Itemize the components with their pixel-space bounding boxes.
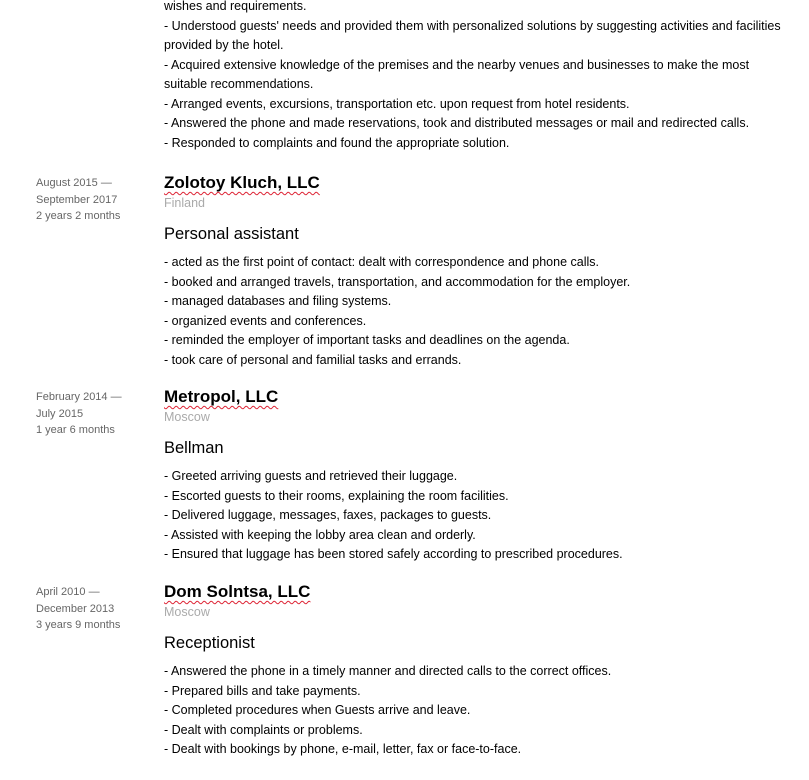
period-start: April 2010 — bbox=[36, 586, 100, 598]
duty-line: - Responded to complaints and found the appropriate solution. bbox=[164, 135, 510, 150]
duty-line: - organized events and conferences. bbox=[164, 313, 367, 328]
duty-line: - Understood guests' needs and provided them with personalized solutions by suggesting activities and facilities provided by the hotel. bbox=[164, 18, 781, 52]
job-duration: 3 years 9 months bbox=[36, 619, 121, 631]
duty-line: - Delivered luggage, messages, faxes, packages to guests. bbox=[164, 508, 492, 522]
period-end: September 2017 bbox=[36, 193, 118, 206]
company-location: Finland bbox=[164, 196, 205, 210]
job-period bbox=[36, 175, 146, 225]
period-end: July 2015 bbox=[36, 407, 84, 420]
duty-line: - Answered the phone and made reservations, took and distributed messages or mail and redirected calls. bbox=[164, 116, 750, 130]
job-period bbox=[36, 584, 146, 634]
period-start: August 2015 — bbox=[36, 177, 112, 189]
duty-line: - Arranged events, excursions, transportation etc. upon request from hotel residents. bbox=[164, 96, 630, 111]
job-position: Bellman bbox=[164, 439, 224, 457]
period-start: February 2014 — bbox=[36, 391, 122, 403]
job-content bbox=[164, 389, 794, 565]
duty-line: - Dealt with complaints or problems. bbox=[164, 722, 363, 737]
duty-line: wishes and requirements. bbox=[164, 0, 307, 13]
duty-line: - Acquired extensive knowledge of the premises and the nearby venues and businesses to make the most suitable recommendations. bbox=[164, 57, 750, 91]
duty-line: - Prepared bills and take payments. bbox=[164, 683, 361, 698]
job-position: Personal assistant bbox=[164, 225, 299, 243]
duty-line: - Completed procedures when Guests arrive and leave. bbox=[164, 703, 471, 717]
company-name: Zolotoy Kluch, LLC bbox=[164, 173, 320, 192]
company-name: Metropol, LLC bbox=[164, 387, 279, 406]
company-name: Dom Solntsa, LLC bbox=[164, 582, 311, 601]
duty-line: - Assisted with keeping the lobby area clean and orderly. bbox=[164, 527, 476, 542]
job-content bbox=[164, 175, 794, 370]
duty-line: - Dealt with bookings by phone, e-mail, letter, fax or face-to-face. bbox=[164, 742, 522, 756]
company-location: Moscow bbox=[164, 605, 210, 619]
duty-line: - managed databases and filing systems. bbox=[164, 294, 392, 308]
duty-line: - Escorted guests to their rooms, explaining the room facilities. bbox=[164, 488, 509, 503]
job-duration: 2 years 2 months bbox=[36, 210, 121, 222]
duty-line: - Answered the phone in a timely manner and directed calls to the correct offices. bbox=[164, 664, 612, 678]
duty-line: - acted as the first point of contact: dealt with correspondence and phone calls. bbox=[164, 255, 599, 269]
duty-line: - booked and arranged travels, transportation, and accommodation for the employer. bbox=[164, 274, 631, 289]
previous-job-duties bbox=[164, 0, 794, 153]
company-location: Moscow bbox=[164, 410, 210, 424]
duty-line: - took care of personal and familial tasks and errands. bbox=[164, 352, 462, 367]
period-end: December 2013 bbox=[36, 602, 115, 615]
duty-line: - Greeted arriving guests and retrieved their luggage. bbox=[164, 469, 458, 483]
duty-line: - reminded the employer of important tasks and deadlines on the agenda. bbox=[164, 333, 570, 347]
job-period bbox=[36, 389, 146, 439]
job-content bbox=[164, 584, 794, 760]
job-duration: 1 year 6 months bbox=[36, 424, 115, 436]
duty-line: - Ensured that luggage has been stored safely according to prescribed procedures. bbox=[164, 547, 623, 561]
job-position: Receptionist bbox=[164, 634, 255, 652]
